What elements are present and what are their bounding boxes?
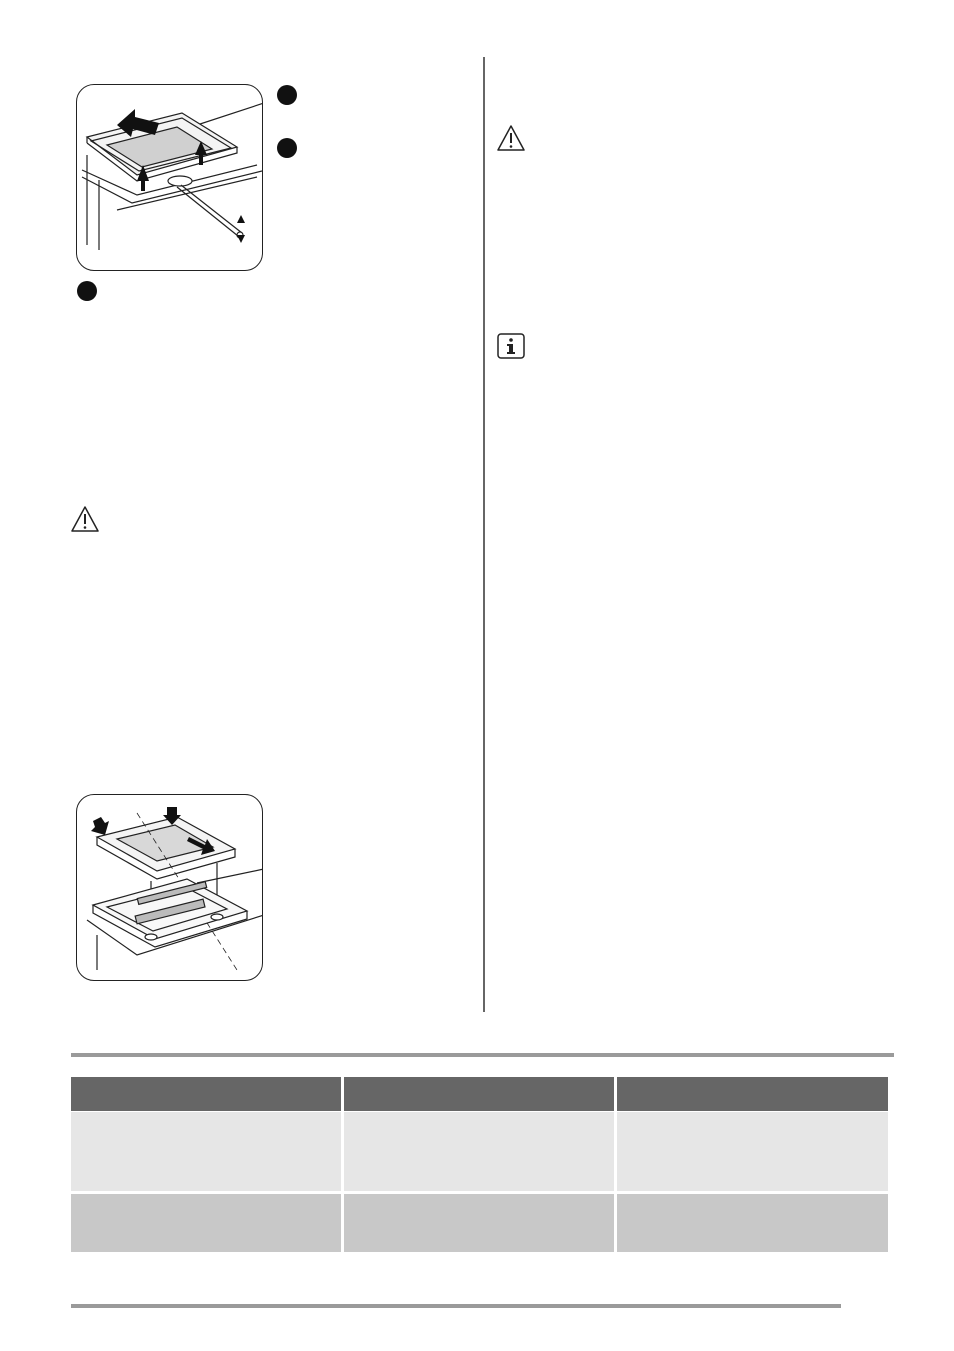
table-header-row [71,1077,888,1111]
troubleshooting-table [68,1077,891,1252]
warning-triangle-icon [496,124,526,152]
section-rule-bottom [71,1304,841,1308]
door-removal-illustration [77,85,263,271]
callout-bullet-2 [277,138,297,158]
table-cell [344,1194,614,1252]
column-divider [483,57,485,1012]
information-icon [497,333,525,359]
table-cell [71,1112,341,1191]
table-header-cell [344,1077,614,1111]
table-row [71,1194,888,1252]
door-install-illustration [77,795,263,981]
oven-door-glass-removal-figure [76,84,263,271]
oven-door-glass-install-figure [76,794,263,981]
section-rule-top [71,1053,894,1057]
callout-bullet-1 [277,85,297,105]
warning-triangle-icon [70,505,100,533]
table-row [71,1112,888,1191]
table-header-cell [617,1077,888,1111]
table-cell [617,1112,888,1191]
table-cell [344,1112,614,1191]
table-cell [71,1194,341,1252]
callout-bullet-3 [77,281,97,301]
table-cell [617,1194,888,1252]
table-header-cell [71,1077,341,1111]
